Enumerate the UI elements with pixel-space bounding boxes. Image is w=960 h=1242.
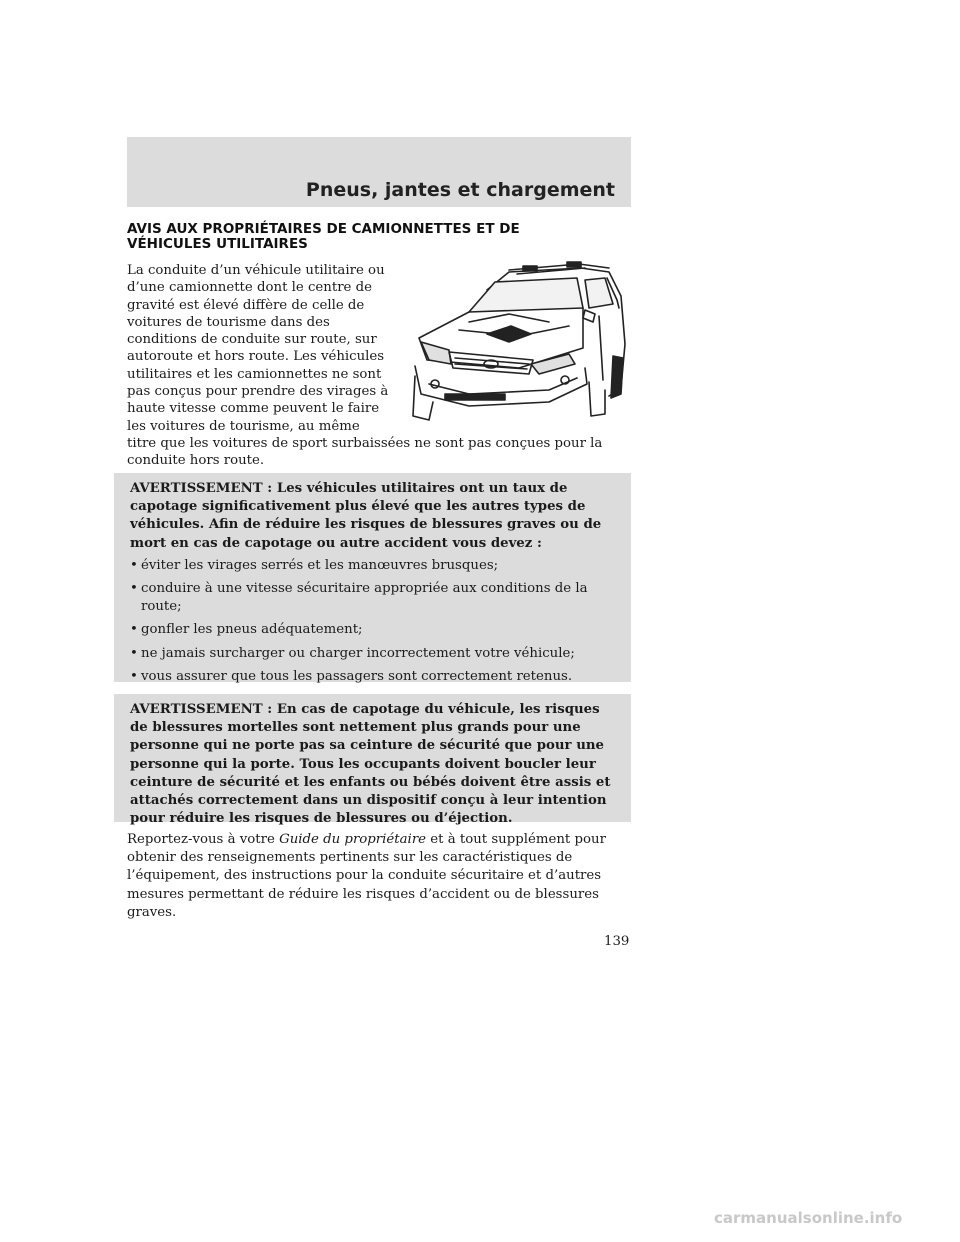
intro-paragraph [127,262,631,470]
warning-box-seatbelt [114,694,631,827]
warning-text: AVERTISSEMENT : Les véhicules utilitaires ont un taux de capotage significativement plus élevé que les autres types de véhicules. Afin de réduire les risques de blessures graves ou de mort en cas de capotage ou autre accident vous devez : [130,481,602,551]
warning-text: AVERTISSEMENT : En cas de capotage du véhicule, les risques de blessures mortelles sont nettement plus grands pour une personne qui ne porte pas sa ceinture de sécurité que pour une personne qui la porte. Tous les occupants doivent boucler leur ceinture de sécurité et les enfants ou bébés doivent être assis et attachés correctement dans un dispositif conçu à leur intention pour réduire les risques de blessures ou d’éjection. [130,702,611,827]
closing-paragraph: Reportez-vous à votre Guide du propriétaire et à tout supplément pour obtenir des renseignements pertinents sur les caractéristiques de l’équipement, des instructions pour la conduite sécuritaire et d’autres mesures permettant de réduire les risques d’accident ou de blessures graves. [127,832,606,920]
page-number: 139 [604,934,630,949]
bullet-icon: • [130,645,138,661]
section-heading-line-1: AVIS AUX PROPRIÉTAIRES DE CAMIONNETTES ET DE [127,221,520,237]
warning-box-rollover [114,473,631,685]
intro-text: La conduite d’un véhicule utilitaire ou d’une camionnette dont le centre de gravité est élevé diffère de celle de voitures de tourisme dans des conditions de conduite sur route, sur autoroute et hors route. Les véhicules utilitaires et les camionnettes ne sont pas conçus pour prendre des virages à haute vitesse comme peuvent le faire les voitures de tourisme, au même titre que les voitures de sport surbaissées ne sont pas conçues pour la conduite hors route. [127,263,603,469]
suv-illustration [399,256,631,432]
list-item: • conduire à une vitesse sécuritaire appropriée aux conditions de la route; [130,581,588,614]
warning-bullet-list [130,557,619,686]
section-heading [127,222,631,252]
page-title: Pneus, jantes et chargement [305,179,615,201]
bullet-icon: • [130,557,138,573]
guide-title: Guide du propriétaire [279,832,427,847]
list-item: • gonfler les pneus adéquatement; [130,622,363,638]
header-band [127,137,631,207]
bullet-icon: • [130,669,138,685]
bullet-icon: • [130,622,138,638]
section-heading-line-2: VÉHICULES UTILITAIRES [127,236,308,252]
list-item: • ne jamais surcharger ou charger incorrectement votre véhicule; [130,645,575,661]
list-item: • éviter les virages serrés et les manœuvres brusques; [130,557,499,573]
bullet-icon: • [130,581,138,597]
list-item: • vous assurer que tous les passagers sont correctement retenus. [130,669,573,685]
watermark[interactable]: carmanualsonline.info [714,1209,903,1227]
